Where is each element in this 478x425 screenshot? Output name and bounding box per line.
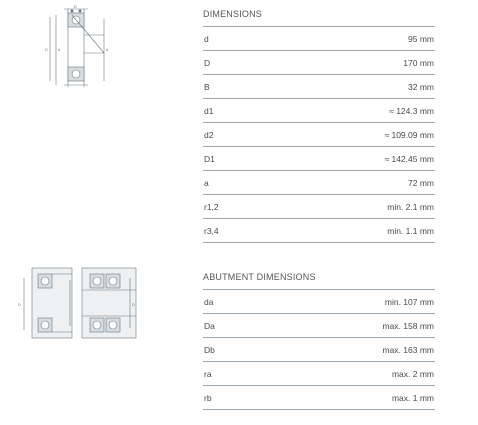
abutment-dimensions-diagram	[18, 266, 140, 342]
dimension-row-d1	[203, 99, 435, 123]
specs-panel	[203, 0, 435, 410]
row-value: ≈ 109.09 mm	[384, 129, 434, 140]
dimensions-table	[203, 26, 435, 243]
row-label: d2	[204, 129, 214, 140]
svg-text:d: d	[106, 47, 109, 52]
row-label: a	[204, 177, 209, 188]
row-label: d	[204, 33, 209, 44]
row-value: 32 mm	[408, 81, 434, 92]
row-label: D1	[204, 153, 215, 164]
abutment-row-Db	[203, 338, 435, 362]
dimension-row-D1	[203, 147, 435, 171]
dimensions-heading: DIMENSIONS	[203, 9, 263, 19]
dimension-row-r12	[203, 195, 435, 219]
row-label: d1	[204, 105, 214, 116]
row-label: r1,2	[204, 201, 219, 212]
row-label: r3,4	[204, 225, 219, 236]
row-value: min. 2.1 mm	[387, 201, 434, 212]
abutment-row-rb	[203, 386, 435, 410]
row-value: 95 mm	[408, 33, 434, 44]
row-label: rb	[204, 392, 212, 403]
row-label: Da	[204, 320, 215, 331]
dimension-row-D	[203, 51, 435, 75]
abutment-row-ra	[203, 362, 435, 386]
row-value: ≈ 142.45 mm	[384, 153, 434, 164]
abutment-row-Da	[203, 314, 435, 338]
row-value: max. 163 mm	[382, 344, 434, 355]
row-label: D	[204, 57, 211, 68]
row-value: 72 mm	[408, 177, 434, 188]
row-value: max. 2 mm	[391, 368, 434, 379]
dimension-row-d	[203, 27, 435, 51]
dimension-row-r34	[203, 219, 435, 243]
row-label: da	[204, 296, 214, 307]
row-label: B	[204, 81, 210, 92]
bearing-cross-section-diagram	[44, 5, 116, 89]
dimension-row-a	[203, 171, 435, 195]
svg-text:D: D	[45, 47, 48, 52]
svg-text:d: d	[58, 47, 61, 52]
dimension-row-B	[203, 75, 435, 99]
abutment-heading: ABUTMENT DIMENSIONS	[203, 272, 316, 282]
row-value: ≈ 124.3 mm	[389, 105, 434, 116]
dimension-row-d2	[203, 123, 435, 147]
row-value: min. 1.1 mm	[387, 225, 434, 236]
abutment-row-da	[203, 290, 435, 314]
row-value: 170 mm	[403, 57, 434, 68]
svg-text:D: D	[132, 302, 135, 307]
row-label: Db	[204, 344, 215, 355]
row-value: max. 158 mm	[382, 320, 434, 331]
row-value: max. 1 mm	[391, 392, 434, 403]
abutment-table	[203, 289, 435, 410]
svg-text:B: B	[74, 5, 77, 9]
row-label: ra	[204, 368, 212, 379]
svg-text:D: D	[18, 302, 21, 307]
drawings-panel	[0, 0, 190, 425]
row-value: min. 107 mm	[384, 296, 434, 307]
